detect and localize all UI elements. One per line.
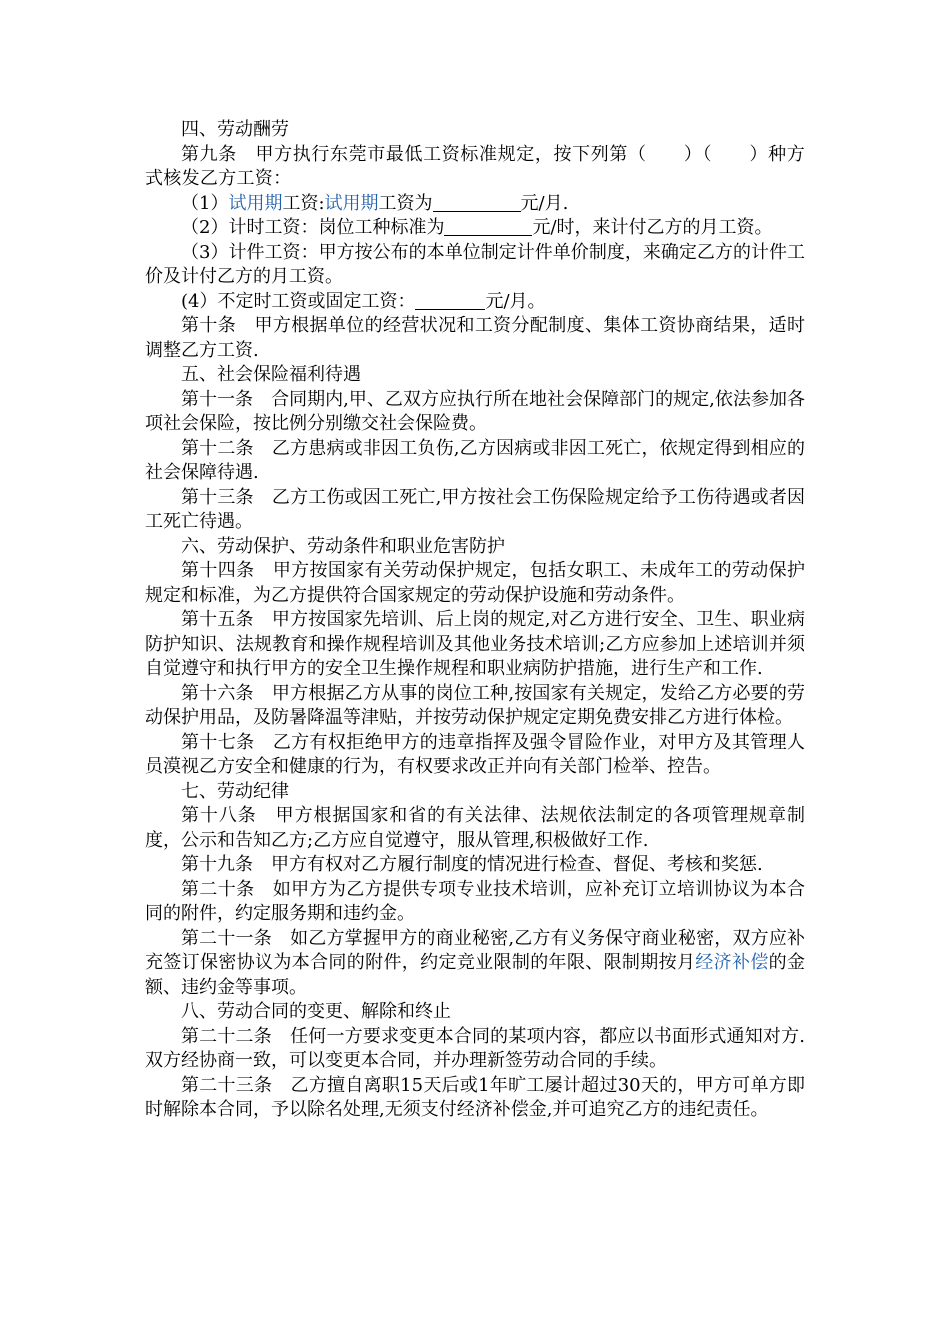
article-9: 第九条 甲方执行东莞市最低工资标准规定，按下列第（ ）（ ）种方式核发乙方工资：: [145, 143, 805, 189]
item-2-prefix: （2）计时工资：岗位工种标准为: [181, 217, 445, 238]
article-9-item-2: [145, 216, 805, 241]
article-18: 第十八条 甲方根据国家和省的有关法律、法规依法制定的各项管理规章制度，公示和告知乙方;乙方应自觉遵守，服从管理,积极做好工作.: [145, 805, 805, 851]
blank-line: [433, 193, 521, 212]
article-9-item-1: [145, 192, 805, 217]
item-4-suffix: 元/月。: [485, 290, 546, 312]
article-23: 第二十三条 乙方擅自离职15天后或1年旷工屡计超过30天的，甲方可单方即时解除本合同，予以除名处理,无须支付经济补偿金,并可追究乙方的违纪责任。: [145, 1074, 805, 1120]
article-21-text: 第二十一条 如乙方掌握甲方的商业秘密,乙方有义务保守商业秘密，双方应补充签订保密协议为本合同的附件，约定竞业限制的年限、限制期按月: [145, 927, 805, 973]
section-6-heading: 六、劳动保护、劳动条件和职业危害防护: [181, 535, 505, 557]
article-15: 第十五条 甲方按国家先培训、后上岗的规定,对乙方进行安全、卫生、职业病防护知识、法规教育和操作规程培训及其他业务技术培训;乙方应参加上述培训并须自觉遵守和执行甲方的安全卫生操作规程和职业病防护措施，进行生产和工作.: [145, 609, 805, 679]
article-20: 第二十条 如甲方为乙方提供专项专业技术培训，应补充订立培训协议为本合同的附件，约定服务期和违约金。: [145, 878, 805, 924]
section-7-heading: 七、劳动纪律: [181, 780, 289, 802]
item-1-text-2: 工资为: [378, 192, 433, 214]
article-14: 第十四条 甲方按国家有关劳动保护规定，包括女职工、未成年工的劳动保护规定和标准，为乙方提供符合国家规定的劳动保护设施和劳动条件。: [145, 560, 805, 606]
article-13: 第十三条 乙方工伤或因工死亡,甲方按社会工伤保险规定给予工伤待遇或者因工死亡待遇。: [145, 486, 805, 532]
article-9-item-4: [145, 290, 805, 315]
item-1-prefix: （1）: [181, 192, 229, 214]
article-11: 第十一条 合同期内,甲、乙双方应执行所在地社会保障部门的规定,依法参加各项社会保险，按比例分别缴交社会保险费。: [145, 388, 805, 434]
section-8-heading: 八、劳动合同的变更、解除和终止: [181, 1001, 451, 1022]
blank-line: [415, 291, 485, 310]
article-10: 第十条 甲方根据单位的经营状况和工资分配制度、集体工资协商结果，适时调整乙方工资.: [145, 315, 805, 361]
article-9-item-3: （3）计件工资：甲方按公布的本单位制定计件单价制度，来确定乙方的计件工价及计付乙方的月工资。: [145, 241, 805, 287]
section-4-heading: 四、劳动酬劳: [181, 119, 289, 140]
article-16: 第十六条 甲方根据乙方从事的岗位工种,按国家有关规定，发给乙方必要的劳动保护用品，及防暑降温等津贴，并按劳动保护规定定期免费安排乙方进行体检。: [145, 682, 805, 728]
article-22: 第二十二条 任何一方要求变更本合同的某项内容，都应以书面形式通知对方.双方经协商一致，可以变更本合同，并办理新签劳动合同的手续。: [145, 1025, 805, 1071]
item-1-text: 工资:: [282, 192, 325, 214]
item-1-suffix: 元/月.: [520, 192, 569, 214]
article-17: 第十七条 乙方有权拒绝甲方的违章指挥及强令冒险作业，对甲方及其管理人员漠视乙方安全和健康的行为，有权要求改正并向有关部门检举、控告。: [145, 731, 805, 777]
item-4-prefix: (4）不定时工资或固定工资：: [181, 290, 416, 312]
article-12: 第十二条 乙方患病或非因工负伤,乙方因病或非因工死亡，依规定得到相应的社会保障待遇.: [145, 437, 805, 483]
blank-line: [444, 217, 532, 236]
item-2-suffix: 元/时，来计付乙方的月工资。: [532, 217, 773, 238]
document-page: [145, 118, 805, 1123]
article-19: 第十九条 甲方有权对乙方履行制度的情况进行检查、督促、考核和奖惩.: [181, 854, 763, 875]
economic-compensation-link[interactable]: 经济补偿: [695, 952, 769, 973]
article-21: [145, 927, 805, 1001]
probation-link[interactable]: 试用期: [228, 192, 283, 214]
article-21-suffix: 的金额、违约金等事项。: [145, 952, 806, 998]
section-5-heading: 五、社会保险福利待遇: [181, 364, 361, 385]
probation-link-2[interactable]: 试用期: [324, 192, 379, 214]
